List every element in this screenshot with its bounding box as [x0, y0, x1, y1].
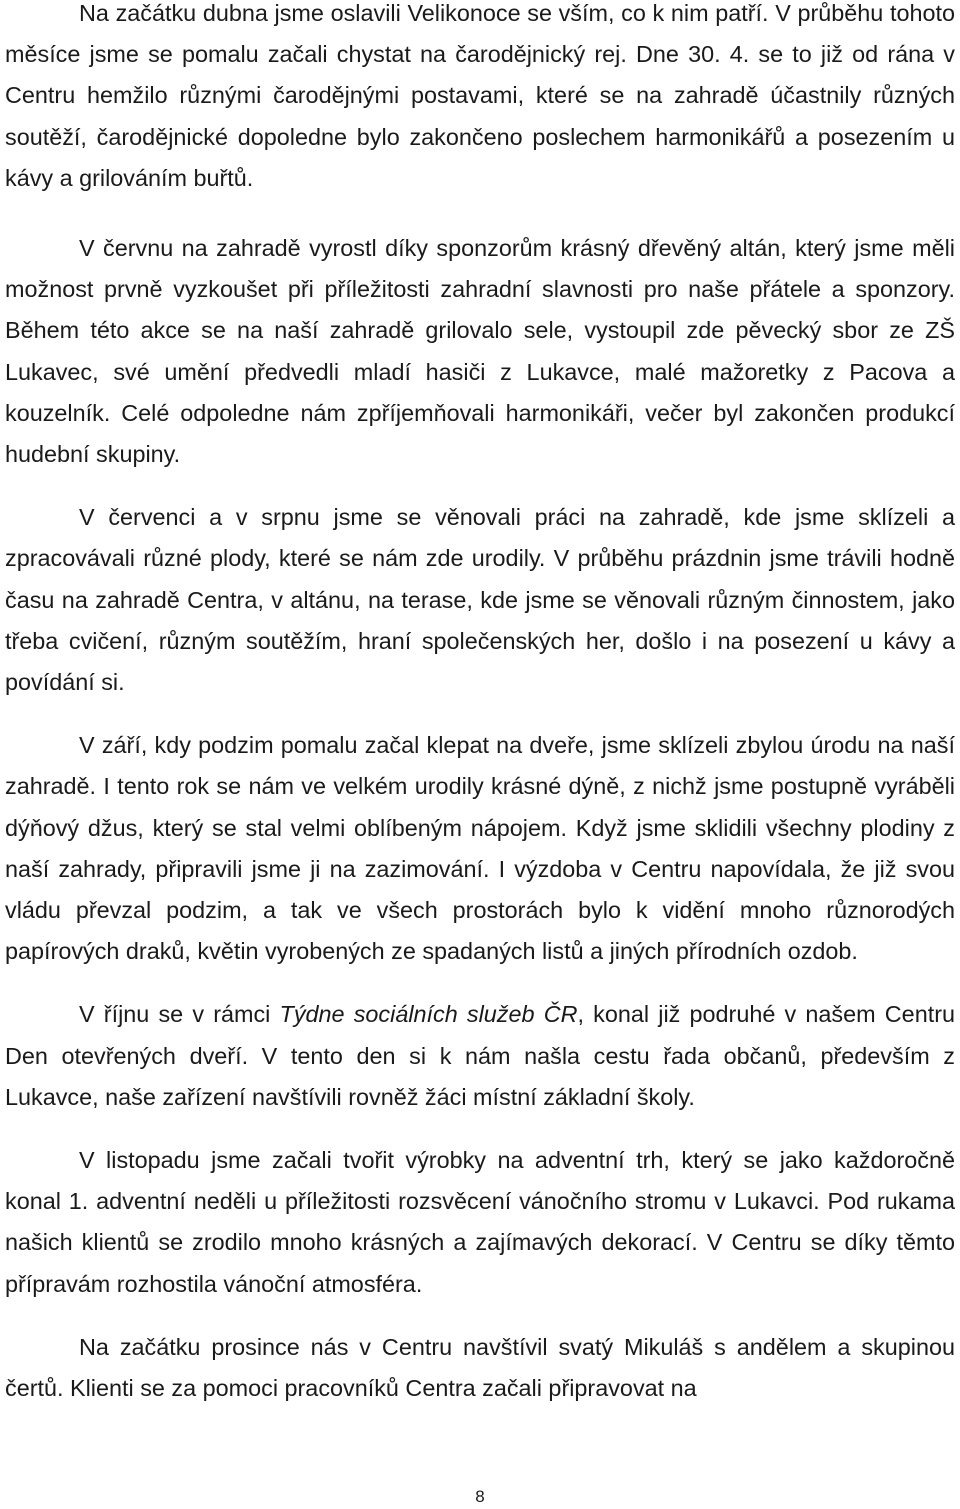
paragraph-october — [5, 994, 955, 1118]
paragraph-december: Na začátku prosince nás v Centru navštívil svatý Mikuláš s andělem a skupinou čertů. Klienti se za pomoci pracovníků Centra začali připravovat na — [5, 1333, 955, 1402]
paragraph-summer: V červenci a v srpnu jsme se věnovali práci na zahradě, kde jsme sklízeli a zpracovávali různé plody, které se nám zde urodily. V průběhu prázdnin jsme trávili hodně času na zahradě Centra, v altánu, na terase, kde jsme se věnovali různým činnostem, jako třeba cvičení, různým soutěžím, hraní společenských her, došlo i na posezení u kávy a povídání si. — [5, 504, 955, 696]
paragraph-october-start: V říjnu se v rámci — [79, 1001, 280, 1028]
paragraph-october-end: , konal již podruhé v našem Centru Den otevřených dveří. V tento den si k nám našla cestu řada občanů, především z Lukavce, naše zařízení navštívili rovněž žáci místní základní školy. — [5, 1001, 955, 1110]
page-number: 8 — [475, 1487, 485, 1506]
paragraph-september: V září, kdy podzim pomalu začal klepat na dveře, jsme sklízeli zbylou úrodu na naší zahradě. I tento rok se nám ve velkém urodily krásné dýně, z nichž jsme postupně vyráběli dýňový džus, který se stal velmi oblíbeným nápojem. Když jsme sklidili všechny plodiny z naší zahrady, připravili jsme ji na zazimování. I výzdoba v Centru napovídala, že již svou vládu převzal podzim, a tak ve všech prostorách bylo k vidění mnoho různorodých papírových draků, květin vyrobených ze spadaných listů a jiných přírodních ozdob. — [5, 732, 955, 965]
paragraph-june: V červnu na zahradě vyrostl díky sponzorům krásný dřevěný altán, který jsme měli možnost prvně vyzkoušet při příležitosti zahradní slavnosti pro naše přátele a sponzory. Během této akce se na naší zahradě grilovalo sele, vystoupil zde pěvecký sbor ze ZŠ Lukavec, své umění předvedli mladí hasiči z Lukavce, malé mažoretky z Pacova a kouzelník. Celé odpoledne nám zpříjemňovali harmonikáři, večer byl zakončen produkcí hudební skupiny. — [5, 235, 955, 468]
paragraph-november: V listopadu jsme začali tvořit výrobky na adventní trh, který se jako každoročně konal 1. adventní neděli u příležitosti rozsvěcení vánočního stromu v Lukavci. Pod rukama našich klientů se zrodilo mnoho krásných a zajímavých dekorací. V Centru se díky těmto přípravám rozhostila vánoční atmosféra. — [5, 1147, 955, 1297]
document-page — [5, 0, 955, 1409]
paragraph-april: Na začátku dubna jsme oslavili Velikonoce se vším, co k nim patří. V průběhu tohoto měsíce jsme se pomalu začali chystat na čarodějnický rej. Dne 30. 4. se to již od rána v Centru hemžilo různými čarodějnými postavami, které se na zahradě účastnily různých soutěží, čarodějnické dopoledne bylo zakončeno poslechem harmonikářů a posezením u kávy a grilováním buřtů. — [5, 0, 955, 191]
emphasized-event-name: Týdne sociálních služeb ČR — [279, 1001, 578, 1028]
